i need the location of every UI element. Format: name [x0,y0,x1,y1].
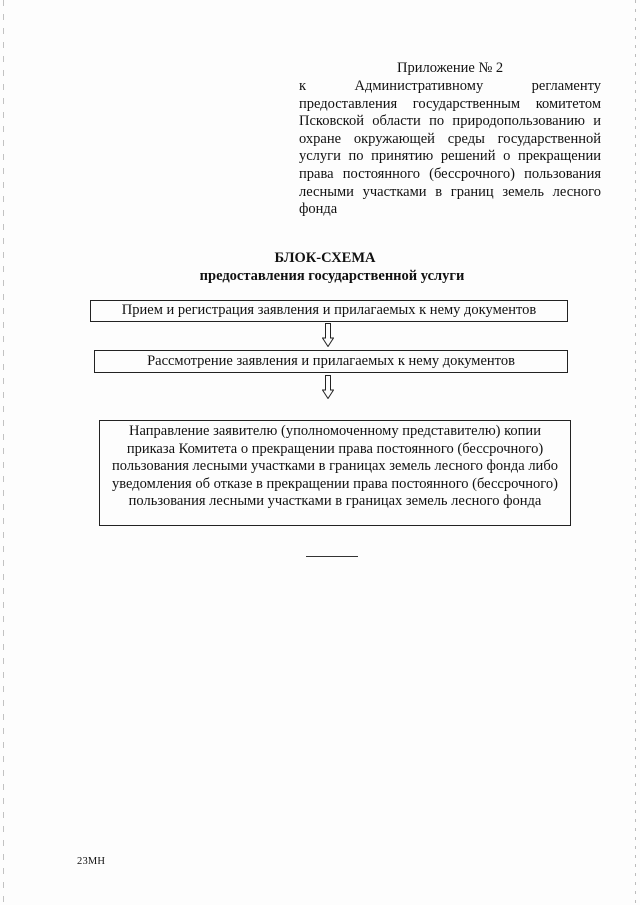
scan-edge-right [635,0,636,905]
down-arrow-icon [322,323,334,347]
flow-step-review: Рассмотрение заявления и прилагаемых к нему документов [94,350,568,373]
scheme-subtitle: предоставления государственной услуги [199,268,465,284]
end-divider [306,556,358,557]
appendix-title: Приложение № 2 [397,60,504,76]
appendix-text: к Административному регламенту предоставления государственным комитетом Псковской области по природопользованию и охране окружающей среды государственной услуги по принятию решений о прекращении права постоянного (бессрочного) пользования лесными участками в границ земель лесного фонда [299,78,601,218]
scan-edge-left [3,0,4,905]
footer-code: 23МН [77,856,106,867]
flow-step-registration: Прием и регистрация заявления и прилагаемых к нему документов [90,300,568,322]
down-arrow-icon [322,375,334,399]
scheme-title: БЛОК-СХЕМА [274,250,376,266]
flow-step-notification: Направление заявителю (уполномоченному представителю) копии приказа Комитета о прекращении права постоянного (бессрочного) пользования лесными участками в границах земель лесного фонда либо уведомления об отказе в прекращении права постоянного (бессрочного) пользования лесными участками в границах земель лесного фонда [99,420,571,526]
